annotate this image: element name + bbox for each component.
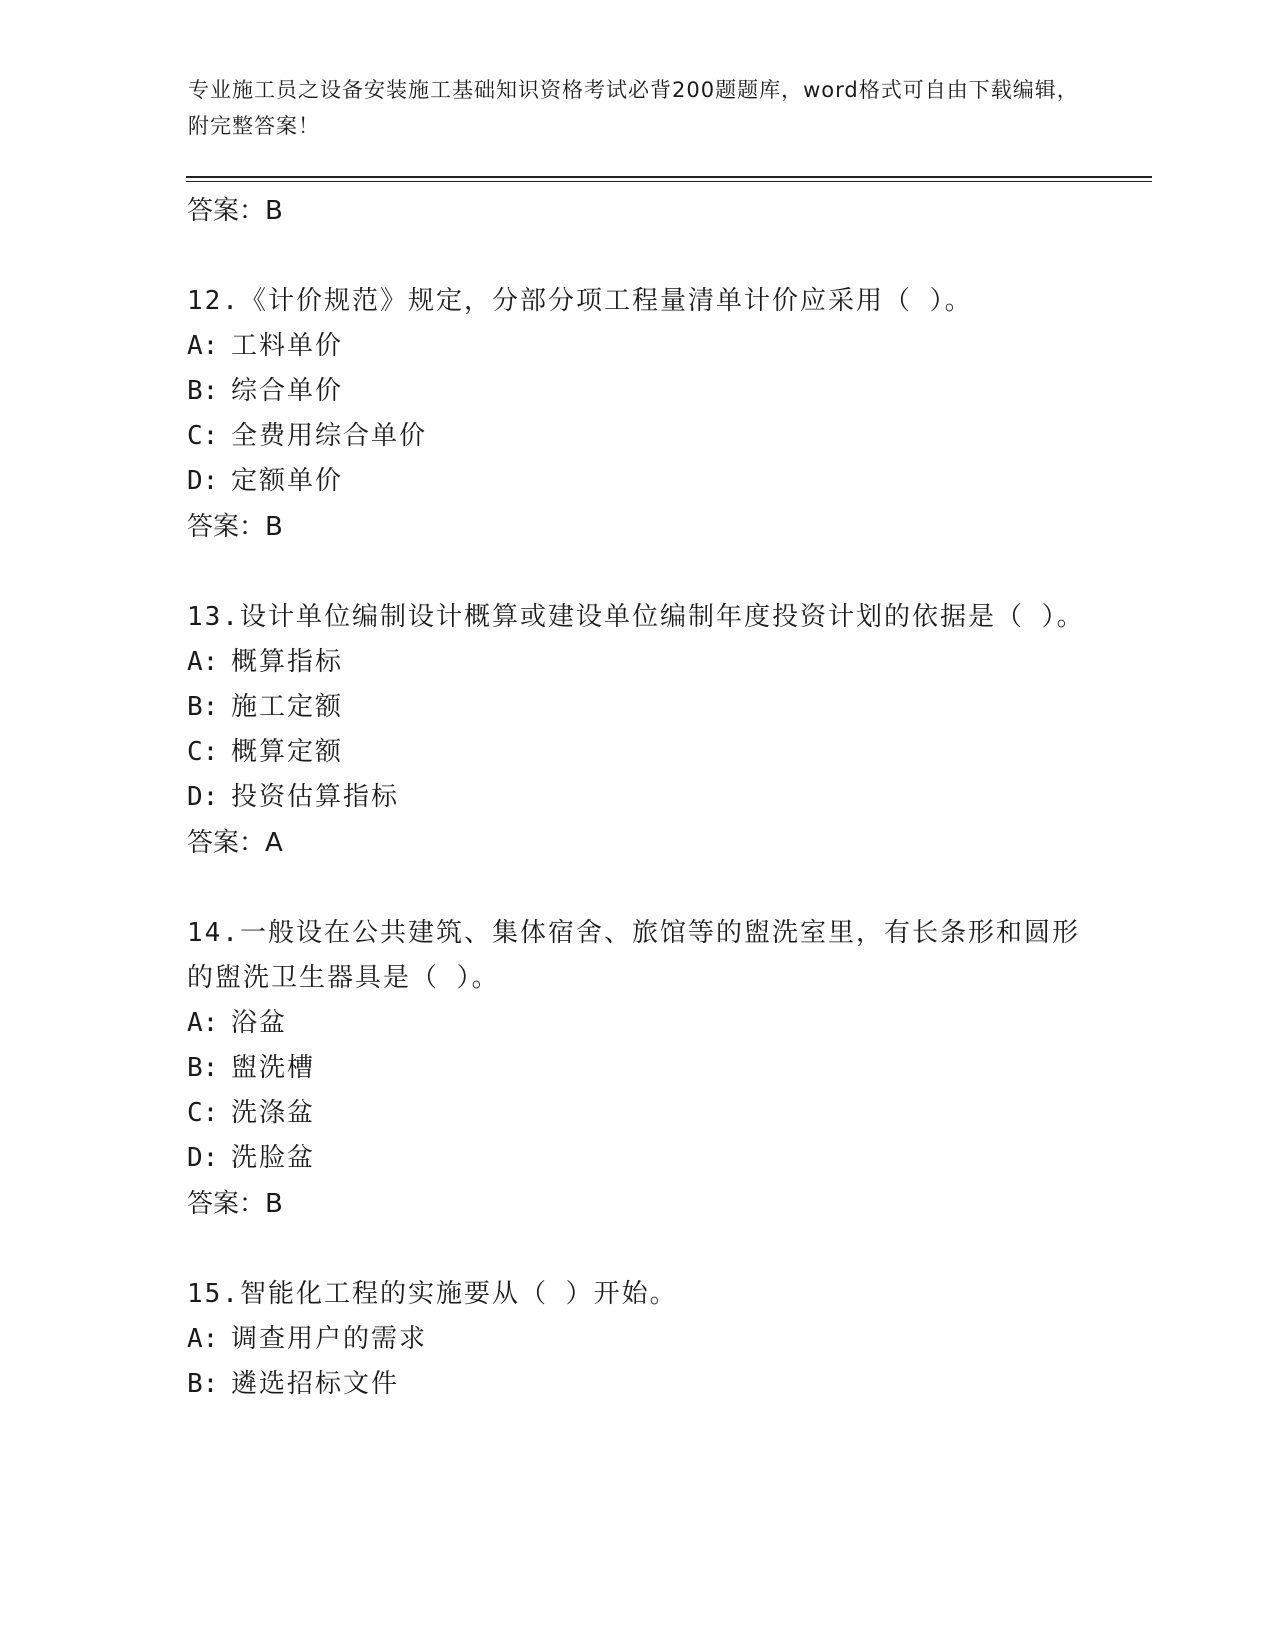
option-b [187,685,1087,730]
option-letter: B: [187,692,219,722]
option-letter: A: [187,331,219,361]
question-text: 14.一般设在公共建筑、集体宿舍、旅馆等的盥洗室里，有长条形和圆形的盥洗卫生器具是（ ）。 [187,918,1080,993]
question-block [187,911,1087,1227]
option-text: 施工定额 [231,692,344,722]
option-a [187,1317,1087,1362]
option-text: 全费用综合单价 [231,421,428,451]
question-list [187,188,1087,1407]
option-letter: D: [187,466,219,496]
option-letter: A: [187,1008,219,1038]
option-letter: A: [187,647,219,677]
option-text: 盥洗槽 [231,1053,316,1083]
option-b [187,1046,1087,1091]
option-letter: B: [187,1369,219,1399]
option-text: 概算指标 [231,647,344,677]
option-b [187,369,1087,414]
option-text: 工料单价 [231,331,344,361]
option-c [187,730,1087,775]
question-block [187,1272,1087,1407]
option-letter: B: [187,376,219,406]
option-text: 调查用户的需求 [231,1324,428,1354]
option-text: 遴选招标文件 [231,1369,400,1399]
option-d [187,775,1087,820]
spacer [187,550,1087,595]
option-d [187,1136,1087,1181]
answer-line: 答案：B [187,1189,283,1219]
option-text: 浴盆 [231,1008,288,1038]
option-letter: C: [187,421,219,451]
header-rule-thin [186,181,1152,182]
option-letter: A: [187,1324,219,1354]
option-letter: B: [187,1053,219,1083]
document-header-note: 专业施工员之设备安装施工基础知识资格考试必背200题题库，word格式可自由下载编辑，附完整答案！ [188,78,1079,138]
option-letter: C: [187,1098,219,1128]
option-c [187,414,1087,459]
header-rule-thick [186,176,1152,178]
question-block [187,279,1087,550]
option-letter: D: [187,1143,219,1173]
option-text: 洗涤盆 [231,1098,316,1128]
option-a [187,640,1087,685]
option-text: 概算定额 [231,737,344,767]
question-text: 12.《计价规范》规定，分部分项工程量清单计价应采用（ ）。 [187,286,973,316]
question-block [187,595,1087,866]
answer-line: 答案：A [187,828,283,858]
question-text: 15.智能化工程的实施要从（ ）开始。 [187,1279,678,1309]
option-text: 洗脸盆 [231,1143,316,1173]
answer-line: 答案：B [187,512,283,542]
question-text: 13.设计单位编制设计概算或建设单位编制年度投资计划的依据是（ ）。 [187,602,1085,632]
spacer [187,1227,1087,1272]
option-letter: C: [187,737,219,767]
option-text: 投资估算指标 [231,782,400,812]
option-a [187,324,1087,369]
option-c [187,1091,1087,1136]
answer-line: 答案：B [187,196,283,226]
option-text: 综合单价 [231,376,344,406]
option-a [187,1001,1087,1046]
option-b [187,1362,1087,1407]
option-text: 定额单价 [231,466,344,496]
spacer [187,866,1087,911]
option-d [187,459,1087,504]
spacer [187,234,1087,279]
option-letter: D: [187,782,219,812]
